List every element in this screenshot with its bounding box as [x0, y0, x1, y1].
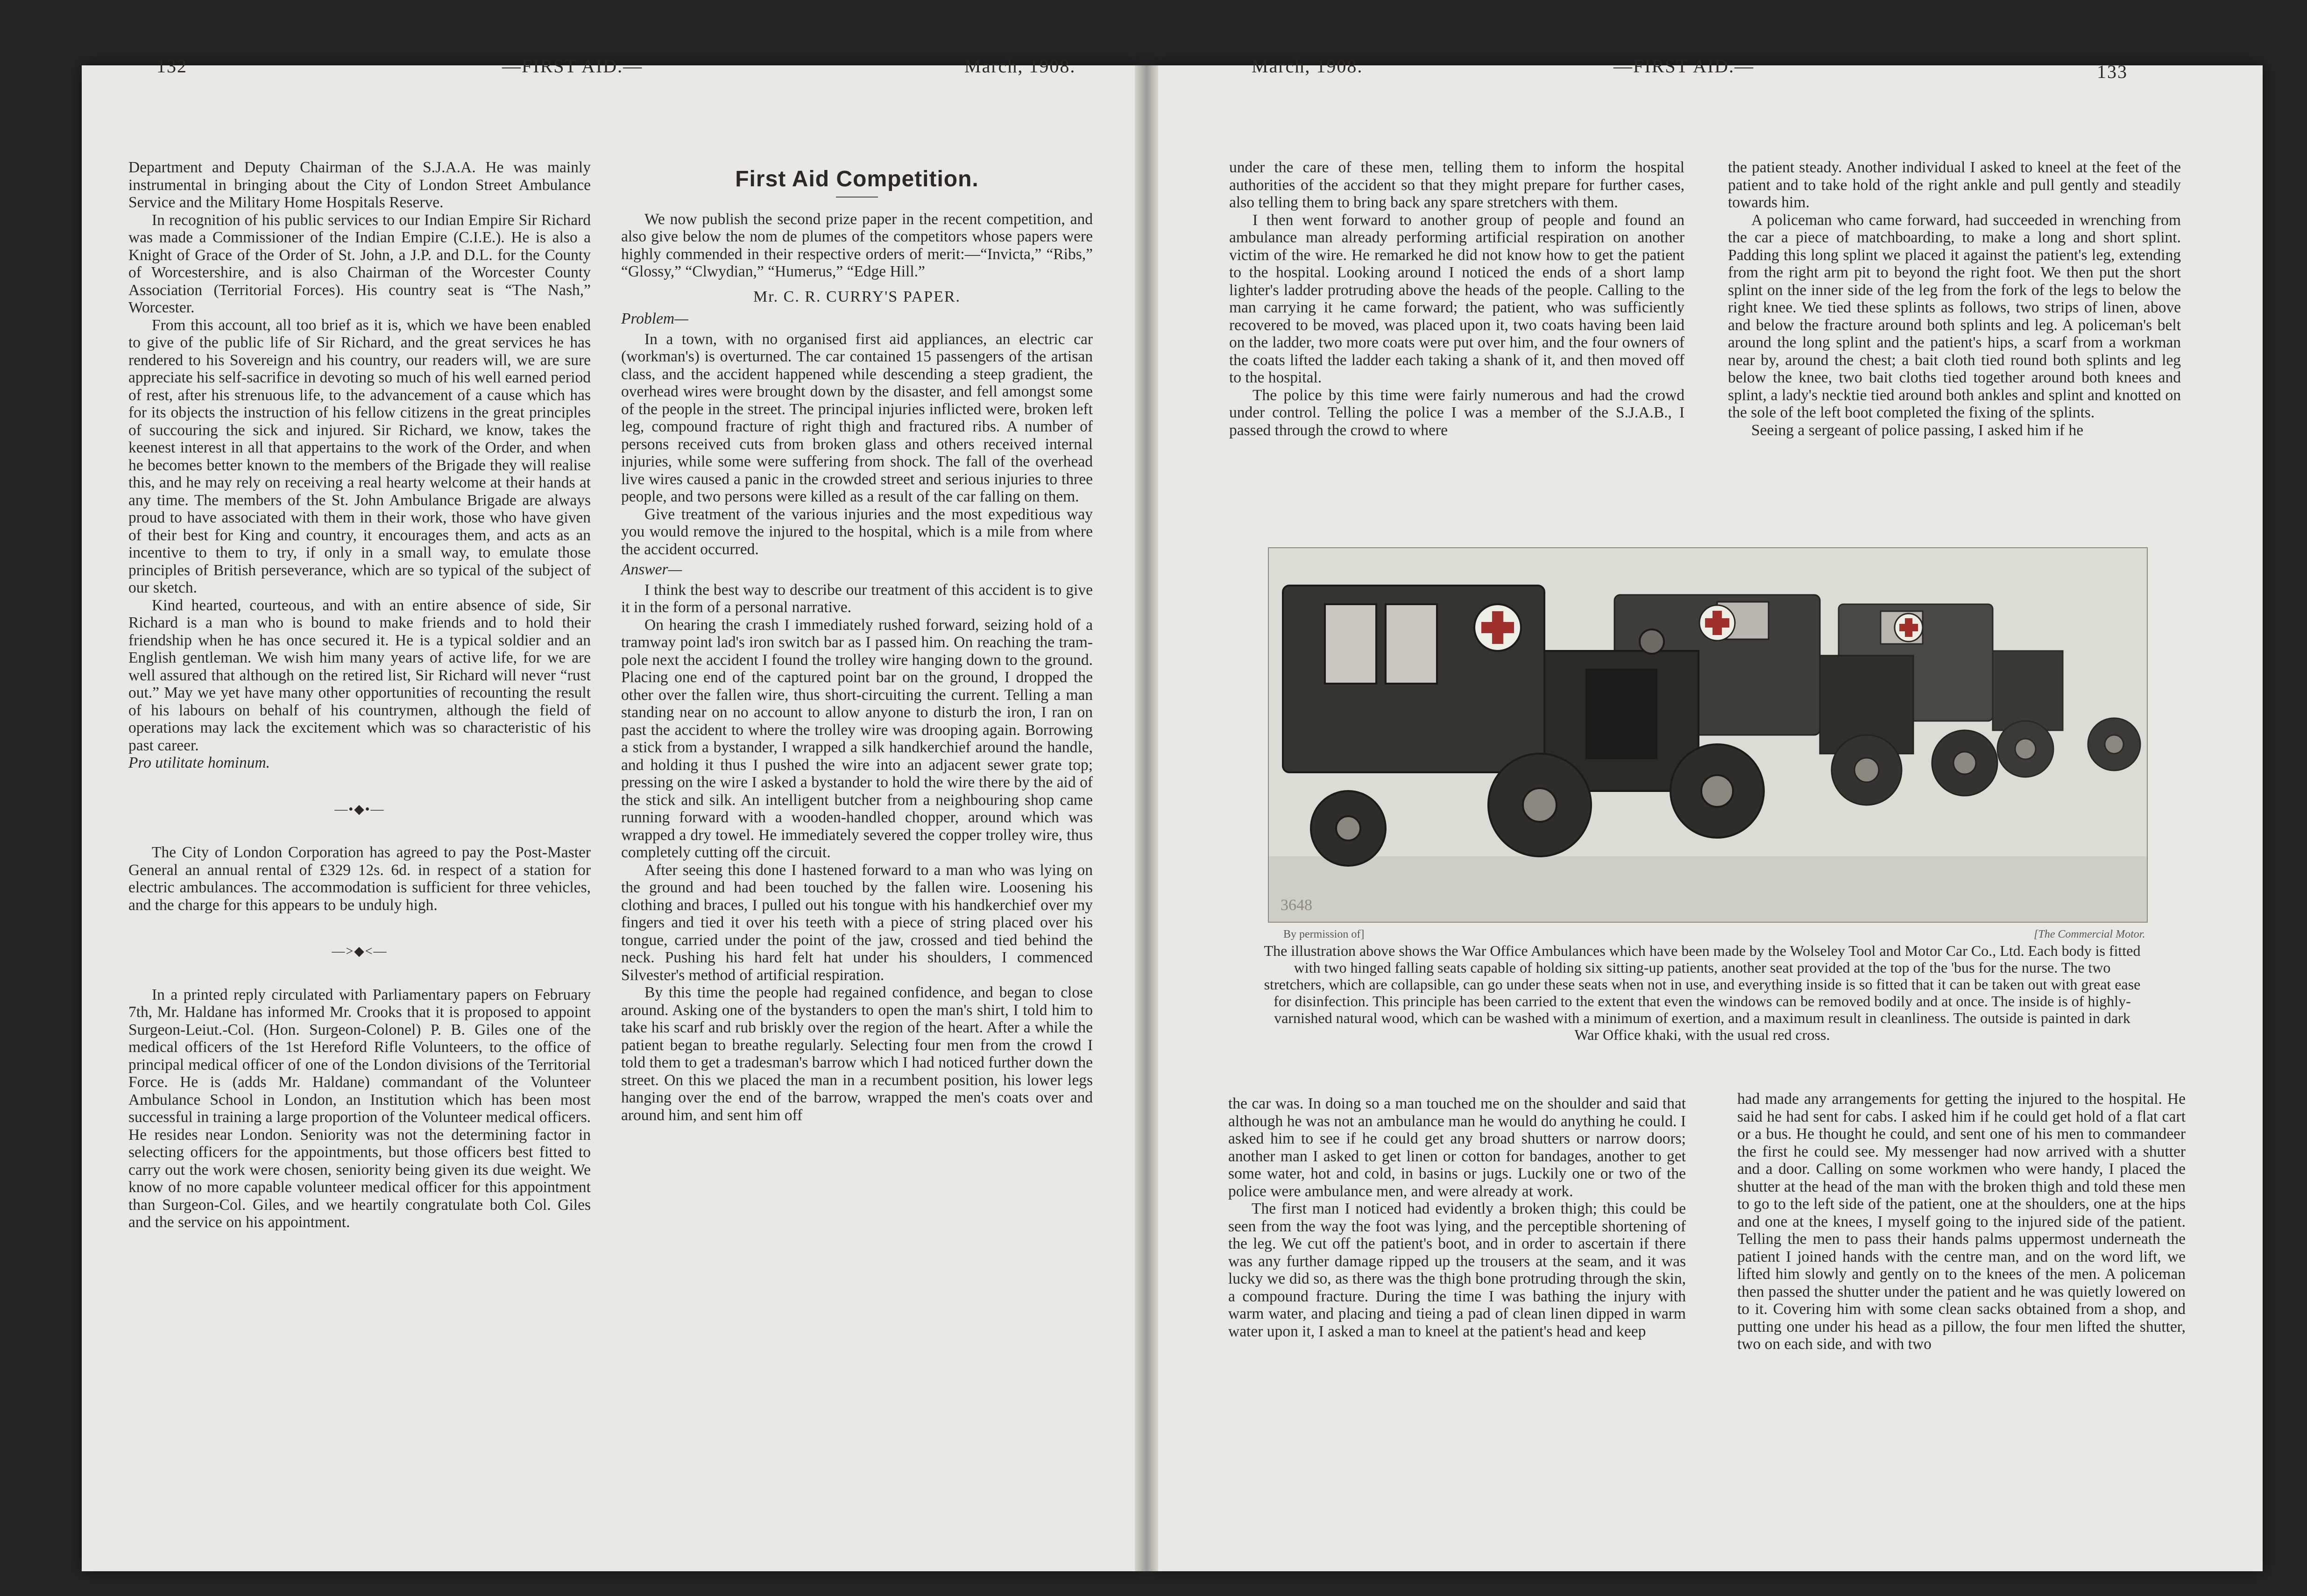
paragraph: By this time the people had regained confidence, and began to close around. Asking one of the bystanders to open the man's shirt, I told him to take his scarf and rub briskly over the region of the heart. After a while the patient began to breathe regularly. Selecting four men from the crowd I told them to get a tradesman's barrow which I had noticed further down the street. On this we placed the man in a recumbent position, his lower legs hanging over the end of the barrow, wrapped the men's coats over and around him, and sent him off — [621, 984, 1093, 1124]
paragraph: From this account, all too brief as it is, which we have been enabled to give of the public life of Sir Richard, and the great services he has rendered to his Sovereign and his country, our readers will, we are sure appreciate his self-sacrifice in devoting so much of his well earned period of rest, after his strenuous life, to the advancement of a cause which has for its objects the instruction of his fellow citizens in the great principles of succouring the sick and injured. Sir Richard, we know, takes the keenest interest in all that appertains to the work of the Order, and when he becomes better known to the members of the Brigade they will realise this, and he may rely on receiving a real hearty welcome at their hands at any time. The members of the St. John Ambulance Brigade are always proud to have associated with them in their work, those who have given of their best for King and country, it encourages them, and acts as an incentive to them to try, if only in a small way, to emulate those principles of British perseverance, which are so typical of the subject of our sketch. — [128, 316, 591, 596]
left-running-title: —FIRST AID.— — [502, 56, 643, 77]
photo-credit-left: By permission of] — [1283, 928, 1365, 940]
paragraph: Department and Deputy Chairman of the S.J.A.A. He was mainly instrumental in bringing about the City of London Street Ambulance Service and the Military Home Hospitals Reserve. — [128, 159, 591, 211]
motto: Pro utilitate hominum. — [128, 754, 270, 771]
paragraph: Give treatment of the various injuries and the most expeditious way you would remove the injured to the hospital, which is a mile from where the accident occurred. — [621, 505, 1093, 558]
photo-caption: The illustration above shows the War Office Ambulances which have been made by the Wolseley Tool and Motor Car Co., Ltd. Each body is fitted with two hinged falling seats capable of holding six sitting-up patients, another seat provided at the top of the 'bus for the nurse. The two stretchers, which are collapsible, can go under these seats when not in use, and everything inside is so fitted that it can be taken out with great ease for disinfection. This principle has been carried to the extent that even the windows can be removed bodily and at once. The inside is of highly-varnished natural wood, which can be washed with a minimum of exertion, and a maximum result in cleanliness. The outside is painted in dark War Office khaki, with the usual red cross. — [1264, 942, 2141, 1043]
paragraph: I think the best way to describe our treatment of this accident is to give it in the form of a personal narrative. — [621, 581, 1093, 616]
paragraph: We now publish the second prize paper in the recent competition, and also give below the nom de plumes of the competitors whose papers were highly commended in their respective orders of merit:—“Invicta,” “Ribs,” “Glossy,” “Clwydian,” “Humerus,” “Edge Hill.” — [621, 210, 1093, 280]
paragraph: I then went forward to another group of people and found an ambulance man already performing artificial respiration on another victim of the wire. He remarked he did not know how to get the patient to the hospital. Looking around I noticed the ends of a short lamp lighter's ladder protruding above the heads of the people. Calling to the man carrying it he came forward; the patient, who was sufficiently recovered to be moved, was placed upon it, two coats having been laid on the ladder, two more coats were put over him, and the four owners of the coats lifted the ladder each taking a shank of it, and then moved off to the hospital. — [1229, 211, 1684, 386]
paragraph: After seeing this done I hastened forward to a man who was lying on the ground and had been touched by the fallen wire. Loosening his clothing and braces, I pulled out his tongue with his handkerchief over my fingers and tied it over his teeth with a piece of string placed over his tongue, carried under the point of the jaw, crossed and tied behind the neck. Pushing his hard felt hat under his shoulders, I commenced Silvester's method of artificial respiration. — [621, 861, 1093, 984]
paragraph: the car was. In doing so a man touched me on the shoulder and said that although he was not an ambulance man he would do anything he could. I asked him to see if he could get any broad shutters or narrow doors; another man I asked to get linen or cotton for bandages, another to get some water, hot and cold, in basins or jugs. Luckily one or two of the police were ambulance men, and were already at work. — [1228, 1095, 1686, 1200]
paragraph: A policeman who came forward, had succeeded in wrenching from the car a piece of matchboarding, to make a long and short splint. Padding this long splint we placed it against the patient's leg, extending from the right arm pit to beyond the right foot. We then put the short splint on the inner side of the leg from the fork of the legs to below the right knee. We tied these splints as follows, two strips of linen, above and below the fracture around both splints and leg. A policeman's belt around the long splint and the patient's hips, a scarf from a workman near by, around the chest; a bait cloth tied round both splints and leg below the knee, two bait cloths tied together around both knees and splint, a lady's necktie tied around both ankles and splint and knotted on the sole of the left boot completed the fixing of the splints. — [1728, 211, 2181, 421]
paragraph: had made any arrangements for getting the injured to the hospital. He said he had sent for cabs. I asked him if he could get hold of a flat cart or a bus. He thought he could, and sent one of his men to commandeer the first he could see. My messenger had now arrived with a shutter and a door. Calling on some workmen who were handy, I placed the shutter at the head of the man with the broken thigh and told these men to go to the left side of the patient, one at the shoulders, one at the hips and one at the knees, I myself going to the injured side of the patient. Telling the men to pass their hands palms uppermost underneath the patient I joined hands with the centre man, and on the word lift, we lifted him slowly and gently on to the knees of the men. A policeman then passed the shutter under the patient and he was quietly lowered on to it. Covering him with some clean sacks obtained from a shop, and putting one under his head as a pillow, the four men lifted the shutter, two on each side, and with two — [1737, 1090, 2186, 1353]
left-running-head — [156, 55, 1090, 83]
ornament-separator: —•◆•— — [334, 802, 385, 817]
paragraph: In a town, with no organised first aid appliances, an electric car (workman's) is overturned. The car contained 15 passengers of the artisan class, and the accident happened while descending a steep gradient, the overhead wires were brought down by the disaster, and fell amongst some of the people in the street. The principal injuries inflicted were, broken left leg, compound fracture of right thigh and fractured ribs. A number of persons received cuts from broken glass and others received internal injuries, while some were suffering from shock. The fall of the overhead live wires caused a panic in the crowded street and serious injuries to three people, and two persons were killed as a result of the car falling on them. — [621, 330, 1093, 505]
paragraph: Kind hearted, courteous, and with an entire absence of side, Sir Richard is a man who is bound to make friends and to hold their friendship when he has once secured it. He is a typical soldier and an English gentleman. We wish him many years of active life, for we are well assured that although on the retired list, Sir Richard will never “rust out.” May we yet have many other opportunities of recounting the result of his labours on behalf of his countrymen, although the field of operations may lack the excitement which was so characteristic of his past career. — [128, 596, 591, 754]
problem-label: Problem— — [621, 310, 688, 327]
right-running-head — [1252, 55, 2186, 83]
right-running-title: —FIRST AID.— — [1613, 56, 1755, 77]
plate-number: 3648 — [1281, 897, 1312, 914]
paragraph: the patient steady. Another individual I asked to kneel at the feet of the patient and to take hold of the right ankle and pull gently and steadily towards him. — [1728, 159, 2181, 211]
paragraph: The City of London Corporation has agreed to pay the Post-Master General an annual rental of £329 12s. 6d. in respect of a station for electric ambulances. The accommodation is sufficient for three vehicles, and the charge for this appears to be unduly high. — [128, 844, 591, 914]
ornament-separator: —>◆<— — [332, 944, 388, 959]
left-column-2 — [621, 159, 1093, 1124]
right-top-column-1 — [1229, 159, 1684, 439]
right-date: March, 1908. — [1252, 56, 1363, 77]
right-bottom-column-2 — [1737, 1090, 2186, 1353]
article-heading: First Aid Competition. — [735, 167, 979, 191]
photo-credit-right: [The Commercial Motor. — [2034, 928, 2145, 940]
right-page-number: 133 — [2097, 61, 2128, 82]
ambulance-photograph — [1268, 547, 2148, 923]
paragraph: In a printed reply circulated with Parliamentary papers on February 7th, Mr. Haldane has informed Mr. Crooks that it is proposed to appoint Surgeon-Leiut.-Col. (Hon. Surgeon-Colonel) P. B. Giles one of the medical officers of the 1st Hereford Rifle Volunteers, to the office of principal medical officer of one of the London divisions of the Territorial Force. He is (adds Mr. Haldane) commandant of the Volunteer Ambulance School in London, an Institution which has been most successful in training a large proportion of the Volunteer medical officers. He resides near London. Seniority was not the determining factor in selecting officers for the appointments, but those officers best fitted to carry out the work were chosen, seniority being given its due weight. We know of no more capable volunteer medical officer for this appointment than Surgeon-Col. Giles, and we heartily congratulate both Col. Giles and the service on his appointment. — [128, 986, 591, 1231]
left-column-1 — [128, 159, 591, 1231]
answer-label: Answer— — [621, 561, 682, 578]
ambulance-illustration — [1269, 548, 2147, 922]
right-bottom-column-1 — [1228, 1095, 1686, 1340]
book-gutter — [1135, 65, 1158, 1571]
paragraph: On hearing the crash I immediately rushed forward, seizing hold of a tramway point lad's iron switch bar as I passed him. On reaching the tram-pole next the accident I found the trolley wire hanging down to the ground. Placing one end of the captured point bar on the ground, I dropped the other over the fallen wire, thus short-circuiting the current. Telling a man standing near on no account to allow anyone to disturb the iron, I ran on past the accident to where the trolley wire was drooping again. Borrowing a stick from a bystander, I wrapped a silk handkerchief around the handle, and holding it thus I pushed the wire into an adjacent sewer grate top; pressing on the wire I asked a bystander to hold the wire there by the aid of the stick and silk. An intelligent butcher from a neighbouring shop came running forward with a wooden-handled chopper, around which was wrapped a dry towel. He immediately severed the copper trolley wire, thus completely cutting off the circuit. — [621, 616, 1093, 861]
paragraph: Seeing a sergeant of police passing, I asked him if he — [1751, 421, 2084, 439]
left-date: March, 1908. — [964, 56, 1076, 77]
paragraph: In recognition of his public services to our Indian Empire Sir Richard was made a Commissioner of the Indian Empire (C.I.E.). He is also a Knight of Grace of the Order of St. John, a J.P. and D.L. for the County of Worcestershire, and is also Chairman of the Worcester County Association (Territorial Forces). His country seat is “The Nash,” Worcester. — [128, 211, 591, 316]
paragraph: The police by this time were fairly numerous and had the crowd under control. Telling the police I was a member of the S.J.A.B., I passed through the crowd to where — [1229, 386, 1684, 439]
right-top-column-2 — [1728, 159, 2181, 439]
paragraph: The first man I noticed had evidently a broken thigh; this could be seen from the way the foot was lying, and the perceptible shortening of the leg. We cut off the patient's boot, and in order to ascertain if there was any further damage ripped up the trousers at the seam, and it was lucky we did so, as there was the thigh bone protruding through the skin, a compound fracture. During the time I was bathing the injury with warm water, and placing and tieing a pad of clean linen dipped in warm water upon it, I asked a man to kneel at the patient's head and keep — [1228, 1200, 1686, 1340]
paper-title: Mr. C. R. CURRY'S PAPER. — [753, 288, 961, 305]
heading-rule — [836, 197, 878, 198]
paragraph: under the care of these men, telling them to inform the hospital authorities of the accident so that they might prepare for further cases, also telling them to bring back any spare stretchers with them. — [1229, 159, 1684, 211]
left-page-number: 132 — [156, 56, 187, 77]
